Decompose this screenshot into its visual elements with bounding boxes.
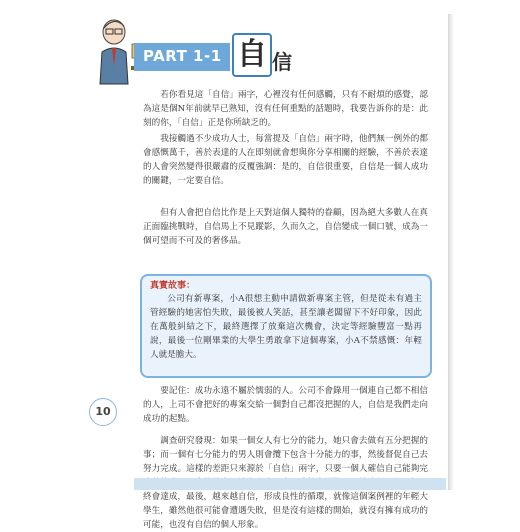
page-edge-shadow	[448, 14, 454, 490]
body-paragraph-2	[143, 132, 428, 188]
story-text	[150, 292, 422, 362]
bottom-decor-bar	[134, 478, 446, 490]
part-label: PART 1-1	[143, 47, 222, 65]
story-paragraph: 公司有新專案，小A很想主動申請做新專案主管，但是從未有過主管經驗的她害怕失敗，最後被人笑話，甚至讓老闆留下不好印象，因此在萬般糾結之下，最終選擇了放棄這次機會，決定等經驗豐富一點再說，最後一位剛畢業的大學生勇敢拿下這個專案，小A不禁感慨：年輕人就是膽大。	[150, 294, 422, 360]
body-paragraph-3	[143, 206, 428, 248]
page-number: 10	[89, 398, 117, 426]
title-first-char: 自	[232, 33, 272, 77]
story-title: 真實故事：	[150, 281, 196, 291]
paragraph-text: 但有人會把自信比作是上天對這個人獨特的眷顧，因為絕大多數人在真正面臨挑戰時，自信馬上不見蹤影，久而久之，自信變成一個口號，成為一個可望而不可及的奢侈品。	[143, 208, 428, 246]
paragraph-text: 若你看見這「自信」兩字，心裡沒有任何感觸，只有不耐煩的感覺，認為這是個N年前就早已熟知，沒有任何重點的話題時，我要告訴你的是：此刻的你，「自信」正是你所缺乏的。	[143, 90, 428, 128]
paragraph-text: 要記住：成功永遠不屬於懦弱的人。公司不會錄用一個連自己都不相信的人，上司不會把好的專案交給一個對自己都沒把握的人，自信是我們走向成功的起點。	[143, 386, 428, 424]
paragraph-text: 調查研究發現：如果一個女人有七分的能力，她只會去做有五分把握的事；而一個有七分能力的男人則會攬下包含十分能力的事，然後督促自己去努力完成。這樣的差距只來源於「自信」兩字，只要一個人確信自己能夠完 終會達成，最後，越來越自信，形成良性的循環，就像這個案例裡的年輕大學生，雖然他很可能會遭遇失敗，但是沒有這樣的開始，就沒有擁有成功的可能，也沒有自信的個人形象。	[143, 436, 428, 530]
paragraph-text: 我接觸過不少成功人士，每當提及「自信」兩字時，他們無一例外的都會感慨萬千，善於表達的人在即刻就會想與你分享相關的經驗，不善於表達的人會突然變得很嚴肅的反覆強調：是的，自信很重要，自信是一個人成功的關鍵，一定要自信。	[143, 134, 428, 186]
title-rest: 信	[272, 50, 292, 74]
body-paragraph-4	[143, 384, 428, 426]
body-paragraph-5	[143, 434, 428, 530]
body-paragraph-1	[143, 88, 428, 130]
